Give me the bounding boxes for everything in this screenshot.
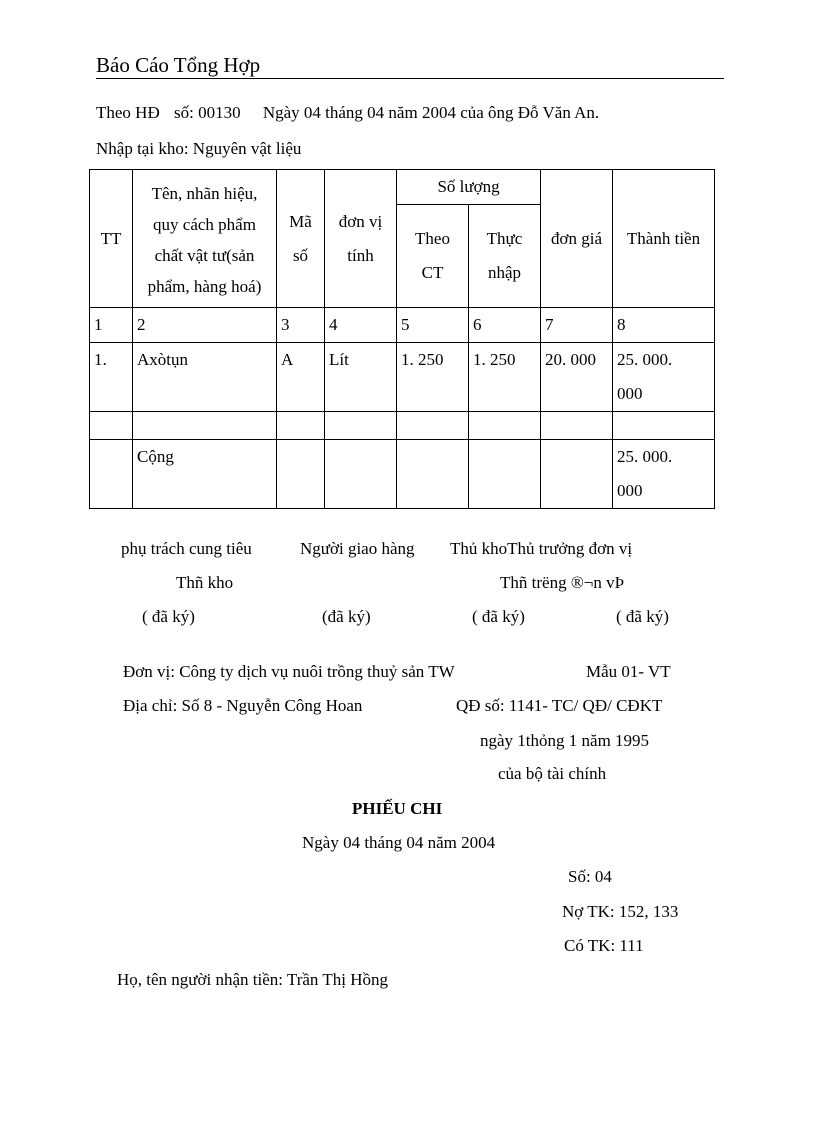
header-by-doc-line: Theo	[415, 229, 450, 248]
signature-deliverer: Người giao hàng	[300, 539, 415, 558]
header-goods-line: Tên, nhãn hiệu,	[151, 183, 258, 203]
header-goods	[133, 170, 277, 308]
warehouse-line: Nhập tại kho: Nguyên vật liệu	[96, 139, 302, 158]
row-amount-line: 25. 000.	[617, 350, 673, 369]
index-cell: 7	[541, 308, 613, 343]
signed-note: ( đã ký)	[142, 607, 195, 626]
row-name: Axòtụn	[133, 343, 277, 412]
row-tt: 1.	[90, 343, 133, 412]
header-tt: TT	[90, 170, 133, 308]
index-cell: 4	[325, 308, 397, 343]
header-by-doc-line: CT	[421, 263, 444, 282]
voucher-number: Số: 04	[568, 867, 612, 886]
signature-storekeeper-garbled: Thñ kho	[176, 573, 234, 592]
total-label: Cộng	[133, 440, 277, 509]
voucher-title: PHIẾU CHI	[352, 799, 443, 818]
header-goods-line: phẩm, hàng hoá)	[147, 276, 262, 296]
row-by-doc: 1. 250	[397, 343, 469, 412]
header-actual-line: nhập	[487, 263, 522, 282]
voucher-form: Mẫu 01- VT	[586, 662, 671, 681]
header-quantity: Số lượng	[397, 170, 541, 205]
index-cell: 2	[133, 308, 277, 343]
row-actual: 1. 250	[469, 343, 541, 412]
header-unit	[325, 170, 397, 308]
header-unit-line: đơn vị	[338, 211, 383, 231]
row-amount	[613, 343, 715, 412]
index-cell: 3	[277, 308, 325, 343]
goods-receipt-table	[89, 169, 715, 509]
header-amount: Thành tiền	[613, 170, 715, 308]
voucher-recipient: Họ, tên người nhận tiền: Trần Thị Hồng	[117, 970, 388, 989]
voucher-unit: Đơn vị: Công ty dịch vụ nuôi trồng thuỷ sản TW	[123, 662, 455, 681]
total-amount-line: 25. 000.	[617, 447, 673, 466]
voucher-decision-date: ngày 1thỏng 1 năm 1995	[480, 731, 650, 750]
header-goods-line: quy cách phẩm	[153, 214, 256, 234]
voucher-issuer: của bộ tài chính	[498, 764, 607, 783]
signed-note: ( đã ký)	[616, 607, 669, 626]
header-code	[277, 170, 325, 308]
signed-note: (đã ký)	[322, 607, 371, 626]
signature-storekeeper-head: Thủ khoThủ trưởng đơn vị	[450, 539, 633, 558]
voucher-address: Địa chỉ: Số 8 - Nguyễn Công Hoan	[123, 696, 363, 715]
header-actual	[469, 205, 541, 308]
contract-line	[96, 104, 599, 121]
index-cell: 6	[469, 308, 541, 343]
signature-supply: phụ trách cung tiêu	[121, 539, 252, 558]
header-unit-line: tính	[347, 245, 374, 265]
header-code-line: số	[292, 245, 309, 265]
row-unit: Lít	[325, 343, 397, 412]
index-cell: 5	[397, 308, 469, 343]
voucher-date: Ngày 04 tháng 04 năm 2004	[302, 833, 496, 852]
voucher-debit: Nợ TK: 152, 133	[562, 902, 679, 921]
header-actual-line: Thực	[486, 229, 523, 248]
header-code-line: Mã	[289, 211, 312, 231]
header-divider	[96, 78, 724, 79]
row-amount-line: 000	[617, 384, 643, 403]
row-price: 20. 000	[541, 343, 613, 412]
total-row	[90, 440, 715, 509]
total-amount	[613, 440, 715, 509]
index-cell: 1	[90, 308, 133, 343]
empty-row	[90, 412, 715, 440]
row-code: A	[277, 343, 325, 412]
voucher-credit: Có TK: 111	[564, 936, 644, 955]
table-row	[90, 343, 715, 412]
voucher-decision: QĐ số: 1141- TC/ QĐ/ CĐKT	[456, 696, 663, 715]
index-row	[90, 308, 715, 343]
header-by-doc	[397, 205, 469, 308]
contract-details: Ngày 04 tháng 04 năm 2004 của ông Đỗ Văn An.	[262, 103, 600, 122]
index-cell: 8	[613, 308, 715, 343]
header-goods-line: chất vật tư(sản	[154, 245, 255, 265]
contract-number: số: 00130	[173, 103, 241, 122]
contract-prefix: Theo HĐ	[96, 103, 160, 122]
total-amount-line: 000	[617, 481, 643, 500]
header-price: đơn giá	[541, 170, 613, 308]
signature-head-garbled: Thñ trëng ®¬n vÞ	[500, 573, 625, 592]
document-title: Báo Cáo Tổng Hợp	[96, 53, 261, 77]
signed-note: ( đã ký)	[472, 607, 525, 626]
